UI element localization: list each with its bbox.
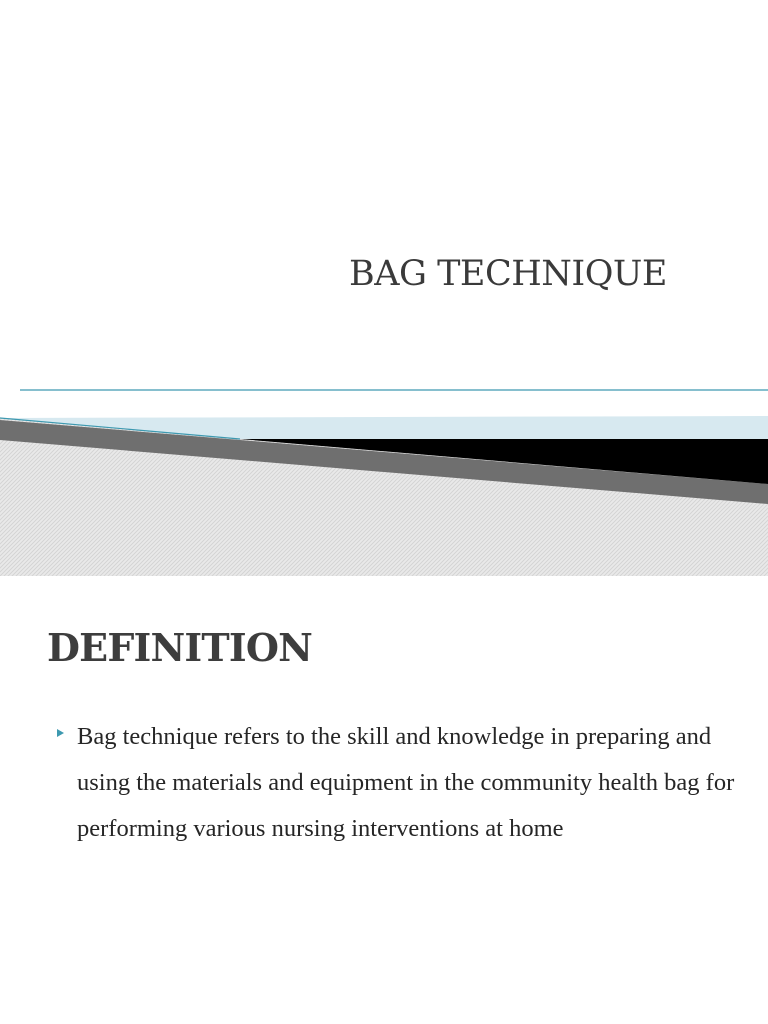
decorative-swoosh-graphic — [0, 380, 768, 576]
triangle-bullet-icon — [57, 729, 64, 737]
bullet-item — [50, 714, 740, 852]
bullet-text: Bag technique refers to the skill and knowledge in preparing and using the materials and equipment in the community health bag for performing various nursing interventions at home — [77, 723, 735, 842]
definition-slide — [0, 576, 768, 1024]
bullet-list — [50, 714, 740, 852]
slide-title: BAG TECHNIQUE — [349, 254, 667, 294]
definition-heading: DEFINITION — [47, 625, 313, 670]
